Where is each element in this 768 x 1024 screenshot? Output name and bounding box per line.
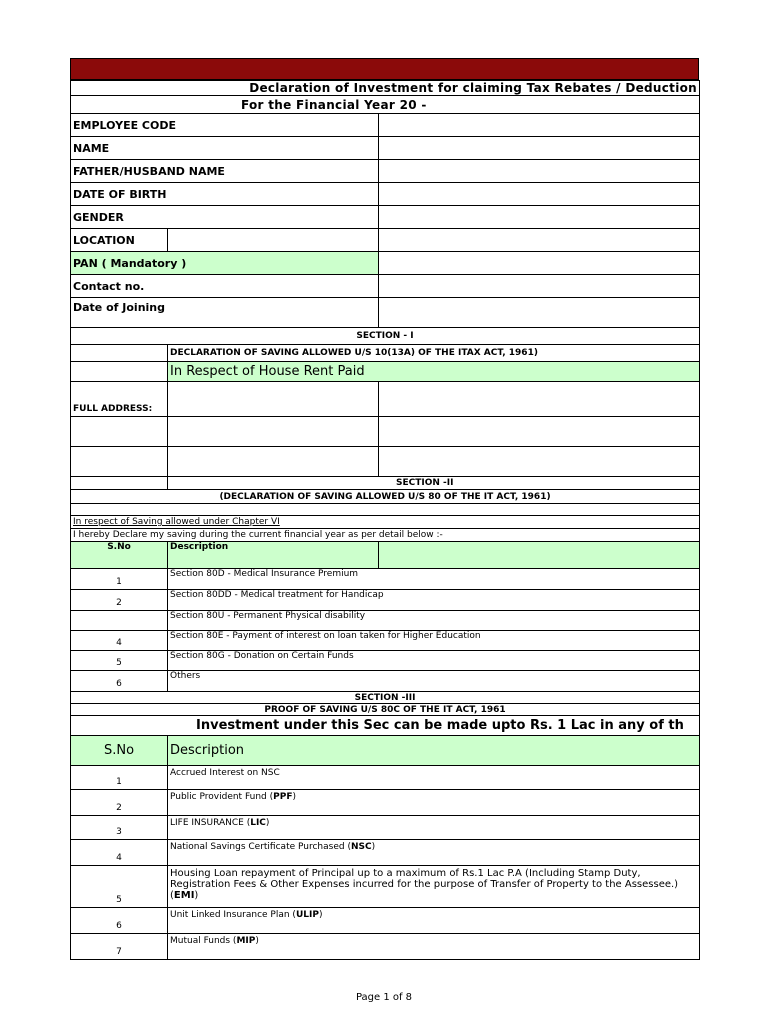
- s2-row-sno: 4: [71, 631, 168, 651]
- location-extra[interactable]: [379, 229, 700, 252]
- address-field-1[interactable]: [168, 382, 379, 417]
- section-2-subheading: (DECLARATION OF SAVING ALLOWED U/S 80 OF THE IT ACT, 1961): [71, 490, 700, 504]
- s2-row-desc: Section 80DD - Medical treatment for Handicap: [168, 590, 700, 611]
- financial-year: For the Financial Year 20 -: [71, 96, 700, 114]
- father-husband-label: FATHER/HUSBAND NAME: [71, 160, 379, 183]
- s2-row-desc: Others: [168, 671, 700, 692]
- name-field[interactable]: [379, 137, 700, 160]
- contact-label: Contact no.: [71, 275, 379, 298]
- pan-field[interactable]: [379, 252, 700, 275]
- doj-field[interactable]: [379, 298, 700, 328]
- s2-row-desc: Section 80E - Payment of interest on loan taken for Higher Education: [168, 631, 700, 651]
- pan-label: PAN ( Mandatory ): [71, 252, 379, 275]
- contact-field[interactable]: [379, 275, 700, 298]
- s3-row-desc: Public Provident Fund (PPF): [168, 790, 700, 816]
- s3-row-desc: LIFE INSURANCE (LIC): [168, 816, 700, 840]
- employee-code-field[interactable]: [379, 114, 700, 137]
- s2-desc-header: Description: [168, 542, 379, 569]
- hra-label: In Respect of House Rent Paid: [168, 362, 700, 382]
- s3-row-sno: 1: [71, 766, 168, 790]
- s2-row-sno: 6: [71, 671, 168, 692]
- s2-row-desc: Section 80D - Medical Insurance Premium: [168, 569, 700, 590]
- declaration-note: I hereby Declare my saving during the current financial year as per detail below :-: [71, 529, 700, 542]
- doj-label: Date of Joining: [71, 298, 379, 328]
- s3-row-sno: 5: [71, 866, 168, 908]
- address-field-2[interactable]: [379, 382, 700, 417]
- s3-desc-header: Description: [168, 736, 700, 766]
- address-field-5[interactable]: [168, 447, 379, 477]
- s3-row-desc: Accrued Interest on NSC: [168, 766, 700, 790]
- section-2-heading: SECTION -II: [168, 477, 700, 490]
- declaration-form: [70, 58, 699, 960]
- s2-row-sno: 1: [71, 569, 168, 590]
- s3-row-sno: 6: [71, 908, 168, 934]
- s3-row-desc: Mutual Funds (MIP): [168, 934, 700, 960]
- address-field-4[interactable]: [379, 417, 700, 447]
- s2-row-sno: 5: [71, 651, 168, 671]
- full-address-label: FULL ADDRESS:: [71, 382, 168, 417]
- gender-field[interactable]: [379, 206, 700, 229]
- employee-code-label: EMPLOYEE CODE: [71, 114, 379, 137]
- form-table: [70, 80, 700, 960]
- s2-row-sno: 2: [71, 590, 168, 611]
- location-label: LOCATION: [71, 229, 168, 252]
- name-label: NAME: [71, 137, 379, 160]
- s2-row-sno: [71, 611, 168, 631]
- s3-row-sno: 7: [71, 934, 168, 960]
- dob-field[interactable]: [379, 183, 700, 206]
- s3-row-desc: National Savings Certificate Purchased (NSC): [168, 840, 700, 866]
- s3-row-sno: 4: [71, 840, 168, 866]
- s2-row-desc: Section 80G - Donation on Certain Funds: [168, 651, 700, 671]
- investment-banner: Investment under this Sec can be made upto Rs. 1 Lac in any of th: [71, 716, 700, 736]
- header-bar: [70, 58, 699, 80]
- father-husband-field[interactable]: [379, 160, 700, 183]
- s3-row-sno: 2: [71, 790, 168, 816]
- s3-row-sno: 3: [71, 816, 168, 840]
- location-field[interactable]: [168, 229, 379, 252]
- s3-row-desc: Housing Loan repayment of Principal up to a maximum of Rs.1 Lac P.A (Including Stamp Duty, Registration Fees & Other Expenses incurred for the purpose of Transfer of Property to the Assessee.) (EMI): [168, 866, 700, 908]
- form-title: Declaration of Investment for claiming Tax Rebates / Deduction: [71, 81, 700, 96]
- address-field-3[interactable]: [168, 417, 379, 447]
- dob-label: DATE OF BIRTH: [71, 183, 379, 206]
- section-3-subheading: PROOF OF SAVING U/S 80C OF THE IT ACT, 1961: [71, 704, 700, 716]
- s2-sno-header: S.No: [71, 542, 168, 569]
- page-number: Page 1 of 8: [355, 992, 413, 1003]
- address-field-6[interactable]: [379, 447, 700, 477]
- s3-row-desc: Unit Linked Insurance Plan (ULIP): [168, 908, 700, 934]
- gender-label: GENDER: [71, 206, 379, 229]
- section-1-subheading: DECLARATION OF SAVING ALLOWED U/S 10(13A) OF THE ITAX ACT, 1961): [168, 345, 700, 362]
- s2-row-desc: Section 80U - Permanent Physical disability: [168, 611, 700, 631]
- section-1-heading: SECTION - I: [71, 328, 700, 345]
- s3-sno-header: S.No: [71, 736, 168, 766]
- chapter-vi-note: In respect of Saving allowed under Chapter VI: [71, 516, 700, 529]
- section-3-heading: SECTION -III: [71, 692, 700, 704]
